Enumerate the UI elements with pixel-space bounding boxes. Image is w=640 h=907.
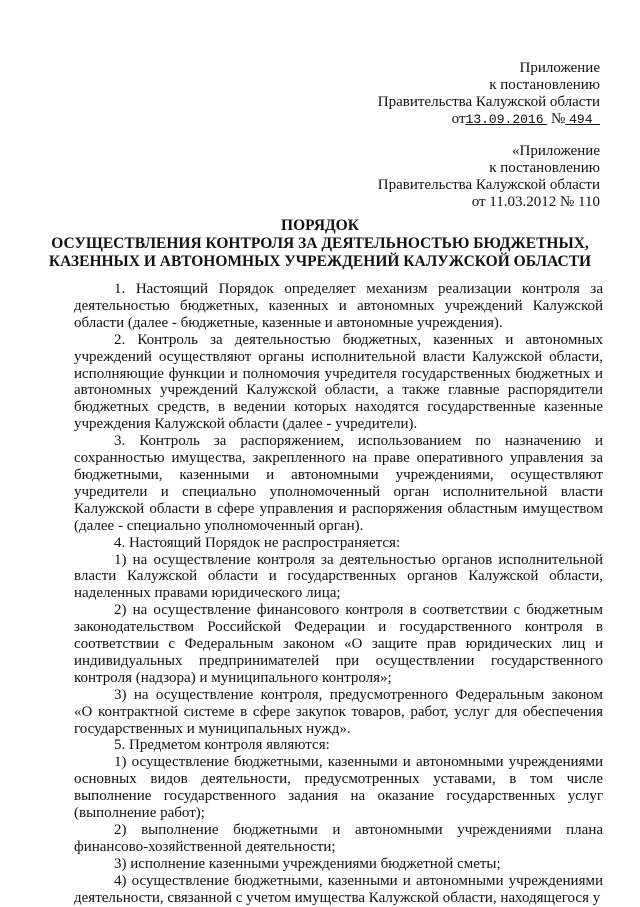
paragraph: 2) на осуществление финансового контроля в соответствии с бюджетным законодательством Российской Федерации и государственного контроля в соответствии с Федеральным законом «О защите прав юридических лиц и индивидуальных предпринимателей при осуществлении государственного контроля (надзора) и муниципального контроля»; — [74, 602, 603, 686]
paragraph: 5. Предметом контроля являются: — [114, 737, 330, 754]
previous-appendix-line-1: «Приложение — [511, 143, 600, 159]
paragraph: 2) выполнение бюджетными и автономными учреждениями плана финансово-хозяйственной деятельности; — [74, 822, 603, 855]
decree-date: 13.09.2016 — [465, 112, 544, 127]
document-body — [74, 281, 603, 907]
title-line-3: КАЗЕННЫХ И АВТОНОМНЫХ УЧРЕЖДЕНИЙ КАЛУЖСКОЙ ОБЛАСТИ — [48, 253, 592, 270]
paragraph: 1. Настоящий Порядок определяет механизм реализации контроля за деятельностью бюджетных, казенных и автономных учреждений Калужской области (далее - бюджетные, казенные и автономные учреждения). — [74, 281, 603, 331]
appendix-line-2: к постановлению — [489, 77, 600, 93]
appendix-header — [378, 60, 600, 128]
number-prefix: № — [551, 111, 566, 127]
paragraph: 3) на осуществление контроля, предусмотренного Федеральным законом «О контрактной системе в сфере закупок товаров, работ, услуг для обеспечения государственных и муниципальных нужд». — [74, 686, 603, 737]
paragraph: 1) на осуществление контроля за деятельностью органов исполнительной власти Калужской области и государственных органов Калужской области, наделенных правами юридического лица; — [74, 551, 603, 602]
previous-appendix-line-4: от 11.03.2012 № 110 — [471, 194, 600, 210]
paragraph: 1) осуществление бюджетными, казенными и автономными учреждениями основных видов деятельности, предусмотренных уставами, в том числе выполнение государственного задания на оказание государственных услуг (выполнение работ); — [74, 754, 603, 822]
previous-appendix-line-2: к постановлению — [489, 160, 600, 176]
paragraph: 3) исполнение казенными учреждениями бюджетной сметы; — [114, 855, 501, 872]
paragraph: 3. Контроль за распоряжением, использованием по назначению и сохранностью имущества, закрепленного на праве оперативного управления за бюджетными, казенными и автономными учреждениями, осуществляют учредители и специально уполномоченный орган исполнительной власти Калужской области в сфере управления и распоряжения областным имуществом (далее - специально уполномоченный орган). — [74, 433, 603, 534]
previous-appendix-line-3: Правительства Калужской области — [377, 177, 600, 193]
title-line-2: ОСУЩЕСТВЛЕНИЯ КОНТРОЛЯ ЗА ДЕЯТЕЛЬНОСТЬЮ БЮДЖЕТНЫХ, — [51, 235, 589, 252]
date-prefix: от — [451, 111, 466, 127]
paragraph: 2. Контроль за деятельностью бюджетных, казенных и автономных учреждений осуществляют органы исполнительной власти Калужской области, исполняющие функции и полномочия учредителя государственных бюджетных и автономных учреждений Калужской области, а также главные распорядители бюджетных средств, в ведении которых находятся государственные казенные учреждения Калужской области (далее - учредители). — [74, 331, 603, 433]
appendix-line-3: Правительства Калужской области — [377, 94, 600, 110]
document-title — [40, 217, 600, 271]
paragraph: 4. Настоящий Порядок не распространяется: — [114, 534, 401, 551]
previous-appendix-header — [378, 143, 600, 211]
paragraph: 4) осуществление бюджетными, казенными и автономными учреждениями деятельности, связанной с учетом имущества Калужской области, находящегося у — [74, 872, 603, 906]
title-line-1: ПОРЯДОК — [281, 217, 359, 234]
appendix-line-1: Приложение — [519, 60, 600, 76]
decree-number: 494 — [569, 112, 593, 127]
appendix-date-line — [378, 111, 600, 128]
